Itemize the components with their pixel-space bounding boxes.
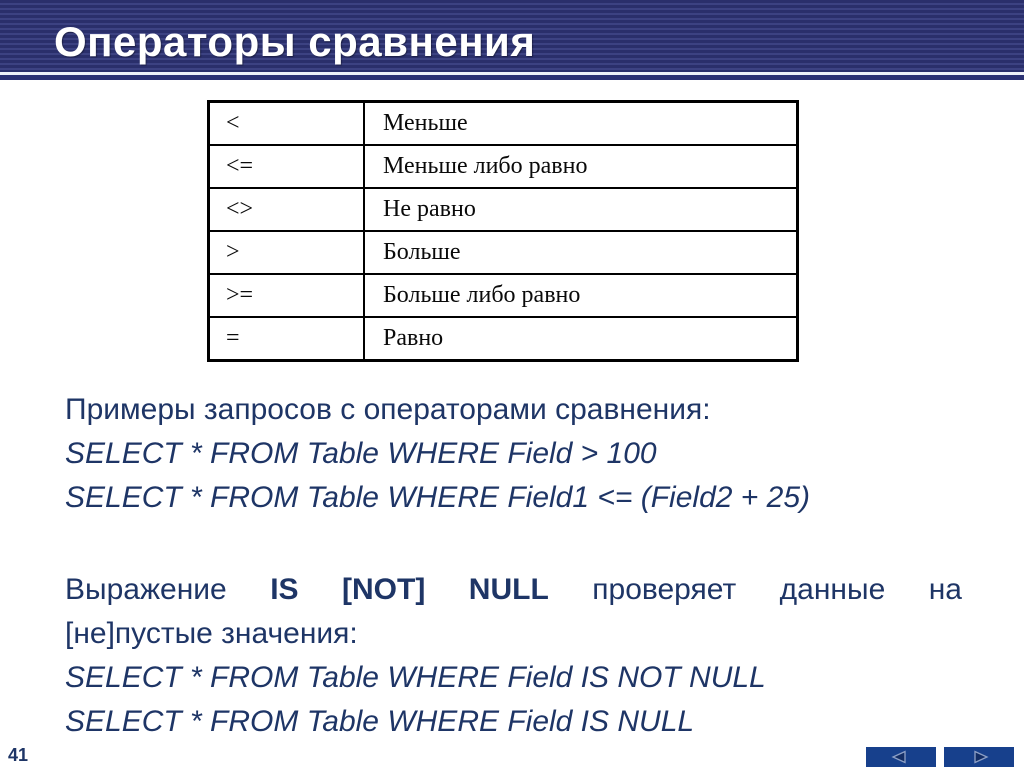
- page-title: Операторы сравнения: [54, 18, 536, 65]
- sql-null-example-1: SELECT * FROM Table WHERE Field IS NOT NULL: [65, 661, 766, 694]
- null-lead-wrap: [не]пустые значения:: [65, 617, 358, 650]
- description-cell: Не равно: [364, 188, 798, 231]
- table-row: [209, 188, 798, 231]
- null-paragraph: [65, 568, 962, 744]
- null-lead-start: Выражение: [65, 573, 227, 606]
- description-cell: Больше: [364, 231, 798, 274]
- right-triangle-icon: [967, 750, 991, 764]
- header-divider-band: [0, 75, 1024, 80]
- next-button[interactable]: [944, 747, 1014, 767]
- slide-navigation: [866, 747, 1014, 767]
- sql-example-1: SELECT * FROM Table WHERE Field > 100: [65, 437, 657, 470]
- table-row: [209, 231, 798, 274]
- prev-button[interactable]: [866, 747, 936, 767]
- table-row: [209, 274, 798, 317]
- description-cell: Больше либо равно: [364, 274, 798, 317]
- examples-paragraph: [65, 388, 962, 520]
- operator-cell: <: [209, 102, 365, 146]
- table-row: [209, 317, 798, 361]
- operator-cell: <=: [209, 145, 365, 188]
- operator-cell: =: [209, 317, 365, 361]
- examples-intro: Примеры запросов с операторами сравнения:: [65, 393, 711, 426]
- operator-cell: >: [209, 231, 365, 274]
- comparison-operators-table: [207, 100, 799, 362]
- null-keyword: IS [NOT] NULL: [270, 573, 549, 606]
- sql-example-2: SELECT * FROM Table WHERE Field1 <= (Field2 + 25): [65, 481, 810, 514]
- null-lead-end: проверяет данные на: [592, 573, 962, 606]
- table-row: [209, 145, 798, 188]
- page-number: 41: [8, 745, 29, 765]
- table-row: [209, 102, 798, 146]
- description-cell: Меньше либо равно: [364, 145, 798, 188]
- sql-null-example-2: SELECT * FROM Table WHERE Field IS NULL: [65, 705, 695, 738]
- null-lead-line: [65, 568, 962, 612]
- slide-header: [0, 0, 1024, 72]
- left-triangle-icon: [889, 750, 913, 764]
- description-cell: Равно: [364, 317, 798, 361]
- operator-cell: <>: [209, 188, 365, 231]
- description-cell: Меньше: [364, 102, 798, 146]
- operator-cell: >=: [209, 274, 365, 317]
